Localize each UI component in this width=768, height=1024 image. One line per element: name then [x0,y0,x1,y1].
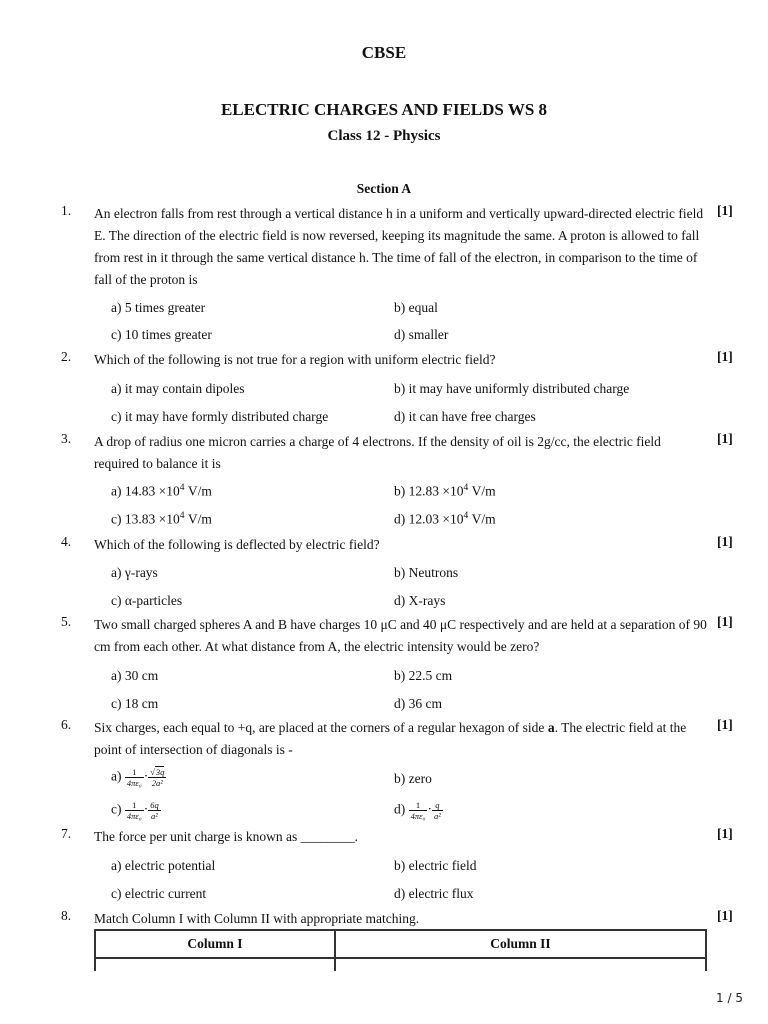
option-label: a) 14.83 ×10 [111,483,180,499]
option-label: a) [111,768,122,784]
question-text: Match Column I with Column II with appropriate matching. [94,911,420,926]
question-number: 1. [61,203,72,218]
question-text [94,717,708,761]
question-marks: [1] [717,614,733,629]
unit: V/m [187,483,212,499]
dot: · [143,801,149,817]
dot: · [427,801,432,817]
option-c[interactable]: c) 10 times greater [111,327,212,342]
option-c[interactable] [111,800,161,821]
denominator: a² [433,811,441,821]
option-a[interactable]: a) 30 cm [111,668,159,683]
unit: V/m [471,511,496,527]
option-b[interactable]: b) zero [394,771,432,786]
option-label: d) [394,801,406,817]
question-number: 7. [61,826,72,841]
option-d[interactable]: d) smaller [394,327,449,342]
option-b[interactable]: b) electric field [394,858,477,873]
numerator: 1 [125,800,144,811]
numerator: √3q [150,767,165,777]
denominator: 4πε₀ [410,811,426,821]
option-label: c) [111,801,122,817]
question-marks: [1] [717,534,733,549]
question-text: An electron falls from rest through a vertical distance h in a uniform and vertically upward-directed electric field E. The direction of the electric field is now reversed, keeping its magnitude the same. A proton is allowed to fall from rest in it through the same vertical distance h. The time of fall of the electron, in comparison to the time of fall of the proton is [94,206,704,287]
fraction [409,800,428,821]
numerator: q [432,800,443,811]
section-heading: Section A [356,181,412,196]
question-marks: [1] [717,203,733,218]
option-b[interactable]: b) it may have uniformly distributed charge [394,381,630,396]
fraction [148,767,166,788]
option-c[interactable]: c) it may have formly distributed charge [111,409,329,424]
exponent: 4 [179,511,185,521]
question-text: A drop of radius one micron carries a charge of 4 electrons. If the density of oil is 2g/cc, the electric field required to balance it is [94,434,661,471]
option-b[interactable]: b) Neutrons [394,565,459,580]
question-marks: [1] [717,826,733,841]
option-d[interactable]: d) it can have free charges [394,409,536,424]
question-text: Two small charged spheres A and B have charges 10 μC and 40 μC respectively and are held at a separation of 90 cm from each other. At what distance from A, the electric intensity would be zero? [94,617,707,654]
numerator: 6q [150,800,159,810]
numerator: 1 [125,767,144,778]
sqrt-content: 3q [155,767,165,777]
column-header: Column I [95,930,335,958]
question-number: 8. [61,908,72,923]
option-a[interactable] [111,767,166,788]
option-d[interactable]: d) 36 cm [394,696,442,711]
denominator: 4πε₀ [126,778,142,788]
board-name: CBSE [361,43,407,62]
exponent: 4 [179,483,185,493]
fraction [125,767,144,788]
option-label: c) 13.83 ×10 [111,511,180,527]
page-number: 1 / 5 [716,991,743,1005]
option-c[interactable]: c) α-particles [111,593,183,608]
column-header: Column II [335,930,706,958]
exponent: 4 [463,511,469,521]
option-d[interactable]: d) electric flux [394,886,474,901]
option-b[interactable]: b) equal [394,300,438,315]
option-a[interactable]: a) γ-rays [111,565,158,580]
exponent: 4 [463,483,469,493]
worksheet-subtitle: Class 12 - Physics [327,128,441,144]
option-label: d) 12.03 ×10 [394,511,464,527]
question-text-part: Six charges, each equal to +q, are placed at the corners of a regular hexagon of side [94,720,548,735]
side-symbol: a [547,720,555,735]
option-a[interactable]: a) 5 times greater [111,300,206,315]
denominator: 4πε₀ [126,811,142,821]
question-text: The force per unit charge is known as ________. [94,829,359,844]
option-a[interactable]: a) electric potential [111,858,216,873]
option-d[interactable] [394,800,443,821]
option-label: b) 12.83 ×10 [394,483,464,499]
question-number: 5. [61,614,72,629]
unit: V/m [187,511,212,527]
question-marks: [1] [717,717,733,732]
denominator: a² [151,811,158,821]
question-text: Which of the following is deflected by electric field? [94,537,380,552]
fraction [432,800,443,821]
question-marks: [1] [717,349,733,364]
question-text: Which of the following is not true for a region with uniform electric field? [94,352,496,367]
denominator: 2a² [151,778,163,788]
option-b[interactable] [394,483,496,500]
numerator: 1 [409,800,428,811]
table-header-row [95,930,706,958]
table-row [95,958,706,971]
option-d[interactable]: d) X-rays [394,593,446,608]
question-number: 6. [61,717,72,732]
question-number: 2. [61,349,72,364]
question-marks: [1] [717,908,733,923]
option-a[interactable] [111,483,212,500]
table-cell [335,958,706,971]
option-c[interactable] [111,511,212,528]
question-marks: [1] [717,431,733,446]
table-cell [95,958,335,971]
option-d[interactable] [394,511,496,528]
fraction [148,800,161,821]
match-table [94,929,707,971]
option-a[interactable]: a) it may contain dipoles [111,381,245,396]
option-c[interactable]: c) electric current [111,886,207,901]
fraction [125,800,144,821]
unit: V/m [471,483,496,499]
question-number: 3. [61,431,72,446]
option-c[interactable]: c) 18 cm [111,696,159,711]
dot: · [143,768,149,784]
worksheet-title: ELECTRIC CHARGES AND FIELDS WS 8 [220,100,548,119]
question-text-part: . The electric field at the point of intersection of diagonals is - [94,720,687,757]
question-number: 4. [61,534,72,549]
option-b[interactable]: b) 22.5 cm [394,668,453,683]
